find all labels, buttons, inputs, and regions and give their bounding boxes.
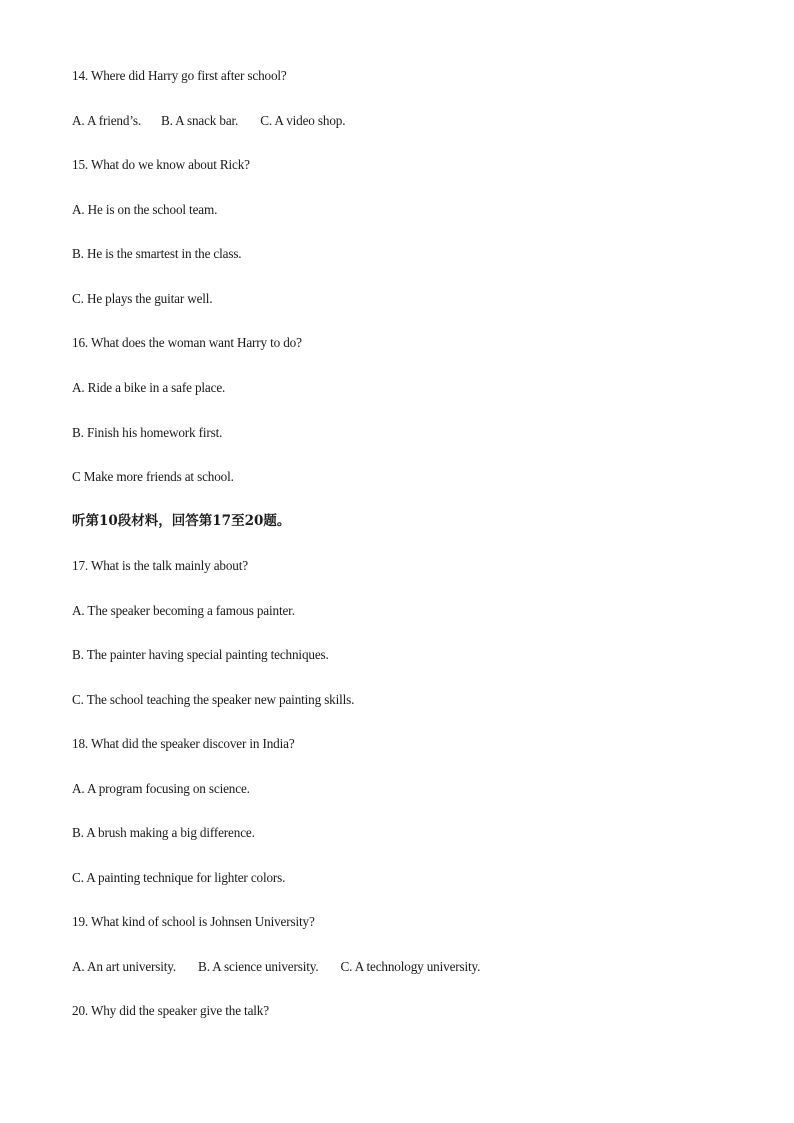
question-14-options: [72, 113, 345, 129]
option-16-c: C Make more friends at school.: [72, 469, 234, 484]
option-17-a: A. The speaker becoming a famous painter.: [72, 603, 295, 618]
option-19-c: C. A technology university.: [340, 959, 481, 974]
question-17: 17. What is the talk mainly about?: [72, 558, 248, 573]
question-16: 16. What does the woman want Harry to do?: [72, 335, 302, 350]
option-17-b: B. The painter having special painting techniques.: [72, 647, 329, 662]
option-16-b: B. Finish his homework first.: [72, 425, 223, 440]
option-14-c: C. A video shop.: [260, 113, 346, 128]
option-19-b: B. A science university.: [198, 959, 319, 974]
option-18-c: C. A painting technique for lighter colors.: [72, 870, 286, 885]
option-17-c: C. The school teaching the speaker new painting skills.: [72, 692, 355, 707]
option-14-a: A. A friend’s.: [72, 113, 141, 128]
option-15-a: A. He is on the school team.: [72, 202, 218, 217]
question-18: 18. What did the speaker discover in India?: [72, 736, 295, 751]
question-15: 15. What do we know about Rick?: [72, 157, 250, 172]
option-16-a: A. Ride a bike in a safe place.: [72, 380, 226, 395]
option-15-c: C. He plays the guitar well.: [72, 291, 213, 306]
section-heading: 听第10段材料，回答第17至20题。: [72, 513, 291, 529]
option-19-a: A. An art university.: [72, 959, 177, 974]
option-15-b: B. He is the smartest in the class.: [72, 246, 242, 261]
question-20: 20. Why did the speaker give the talk?: [72, 1003, 269, 1018]
question-19: 19. What kind of school is Johnsen University?: [72, 914, 315, 929]
option-18-a: A. A program focusing on science.: [72, 781, 250, 796]
option-14-b: B. A snack bar.: [160, 113, 239, 128]
question-19-options: [72, 959, 480, 975]
option-18-b: B. A brush making a big difference.: [72, 825, 255, 840]
question-14: 14. Where did Harry go first after school?: [72, 68, 287, 83]
